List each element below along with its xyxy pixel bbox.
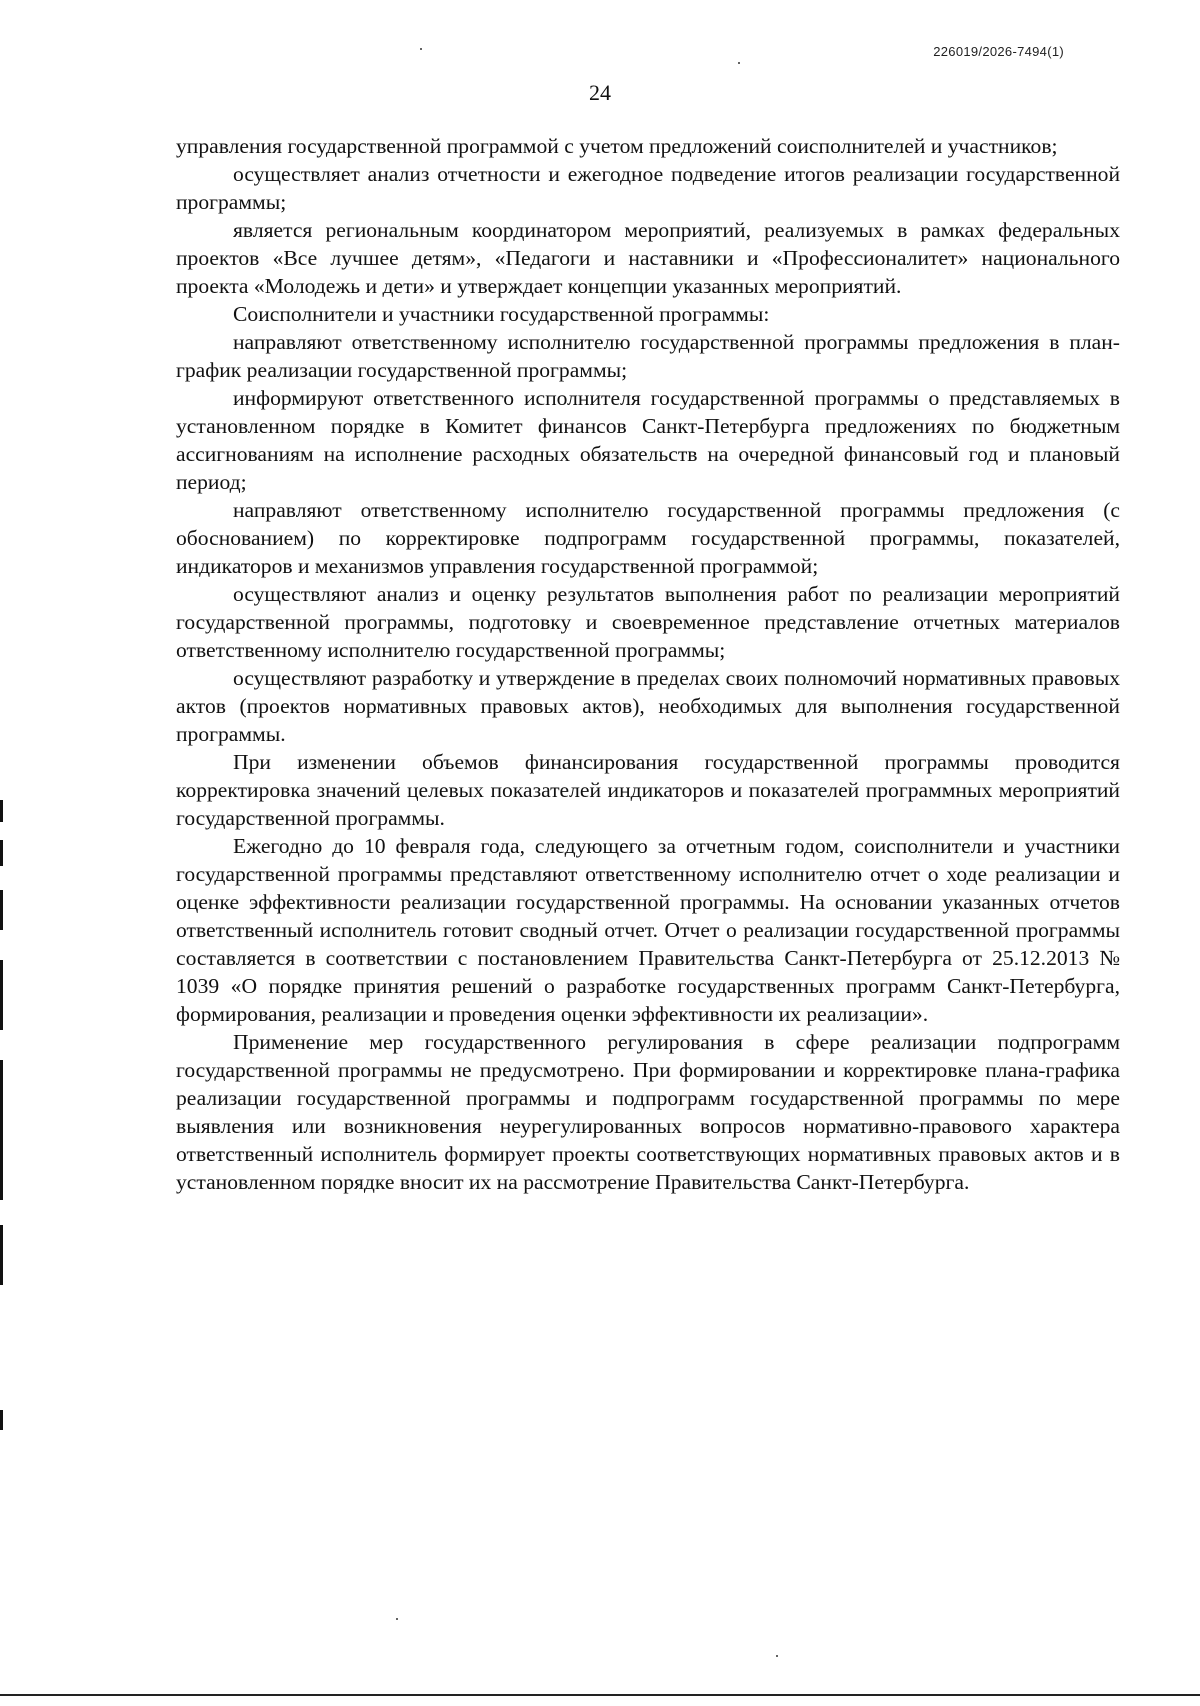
paragraph: информируют ответственного исполнителя государственной программы о представляемых в установленном порядке в Комитет финансов Санкт-Петербурга предложениях по бюджетным ассигнованиям на исполнение расходных обязательств на очередной финансовый год и плановый период; — [176, 386, 1120, 494]
scan-speck — [396, 1618, 398, 1620]
paragraph: осуществляют анализ и оценку результатов выполнения работ по реализации мероприятий государственной программы, подготовку и своевременное представление отчетных материалов ответственному исполнителю государственной программы; — [176, 582, 1120, 662]
paragraph: направляют ответственному исполнителю государственной программы предложения (с обоснованием) по корректировке подпрограмм государственной программы, показателей, индикаторов и механизмов управления государственной программой; — [176, 498, 1120, 578]
scan-bottom-edge — [0, 1694, 1200, 1696]
page-number: 24 — [589, 80, 611, 105]
paragraph: осуществляют разработку и утверждение в пределах своих полномочий нормативных правовых актов (проектов нормативных правовых актов), необходимых для выполнения государственной программы. — [176, 666, 1120, 746]
paragraph: Соисполнители и участники государственной программы: — [233, 302, 770, 326]
scan-speck — [420, 48, 422, 50]
scan-edge-mark — [0, 890, 3, 930]
paragraph: При изменении объемов финансирования государственной программы проводится корректировка значений целевых показателей индикаторов и показателей программных мероприятий государственной программы. — [176, 750, 1120, 830]
scan-edge-mark — [0, 1225, 3, 1285]
paragraph: Ежегодно до 10 февраля года, следующего за отчетным годом, соисполнители и участники государственной программы представляют ответственному исполнителю отчет о ходе реализации и оценке эффективности реализации государственной программы. На основании указанных отчетов ответственный исполнитель готовит сводный отчет. Отчет о реализации государственной программы составляется в соответствии с постановлением Правительства Санкт-Петербурга от 25.12.2013 № 1039 «О порядке принятия решений о разработке государственных программ Санкт-Петербурга, формирования, реализации и проведения оценки эффективности их реализации». — [176, 834, 1120, 1026]
paragraph: является региональным координатором мероприятий, реализуемых в рамках федеральных проектов «Все лучшее детям», «Педагоги и наставники и «Профессионалитет» национального проекта «Молодежь и дети» и утверждает концепции указанных мероприятий. — [176, 218, 1120, 298]
document-body — [176, 132, 1120, 1196]
scan-edge-mark — [0, 960, 3, 1030]
paragraph: направляют ответственному исполнителю государственной программы предложения в план-график реализации государственной программы; — [176, 330, 1120, 382]
paragraph: управления государственной программой с учетом предложений соисполнителей и участников; — [176, 134, 1058, 158]
paragraph: осуществляет анализ отчетности и ежегодное подведение итогов реализации государственной программы; — [176, 162, 1120, 214]
scan-speck — [738, 62, 740, 64]
scan-edge-mark — [0, 1060, 3, 1200]
document-registration-number: 226019/2026-7494(1) — [933, 44, 1064, 59]
scan-speck — [776, 1655, 778, 1657]
scan-edge-mark — [0, 840, 3, 866]
scan-edge-mark — [0, 1410, 3, 1430]
scan-edge-mark — [0, 800, 3, 822]
paragraph: Применение мер государственного регулирования в сфере реализации подпрограмм государственной программы не предусмотрено. При формировании и корректировке плана-графика реализации государственной программы и подпрограмм государственной программы по мере выявления или возникновения неурегулированных вопросов нормативно-правового характера ответственный исполнитель формирует проекты соответствующих нормативных правовых актов и в установленном порядке вносит их на рассмотрение Правительства Санкт-Петербурга. — [176, 1030, 1120, 1194]
